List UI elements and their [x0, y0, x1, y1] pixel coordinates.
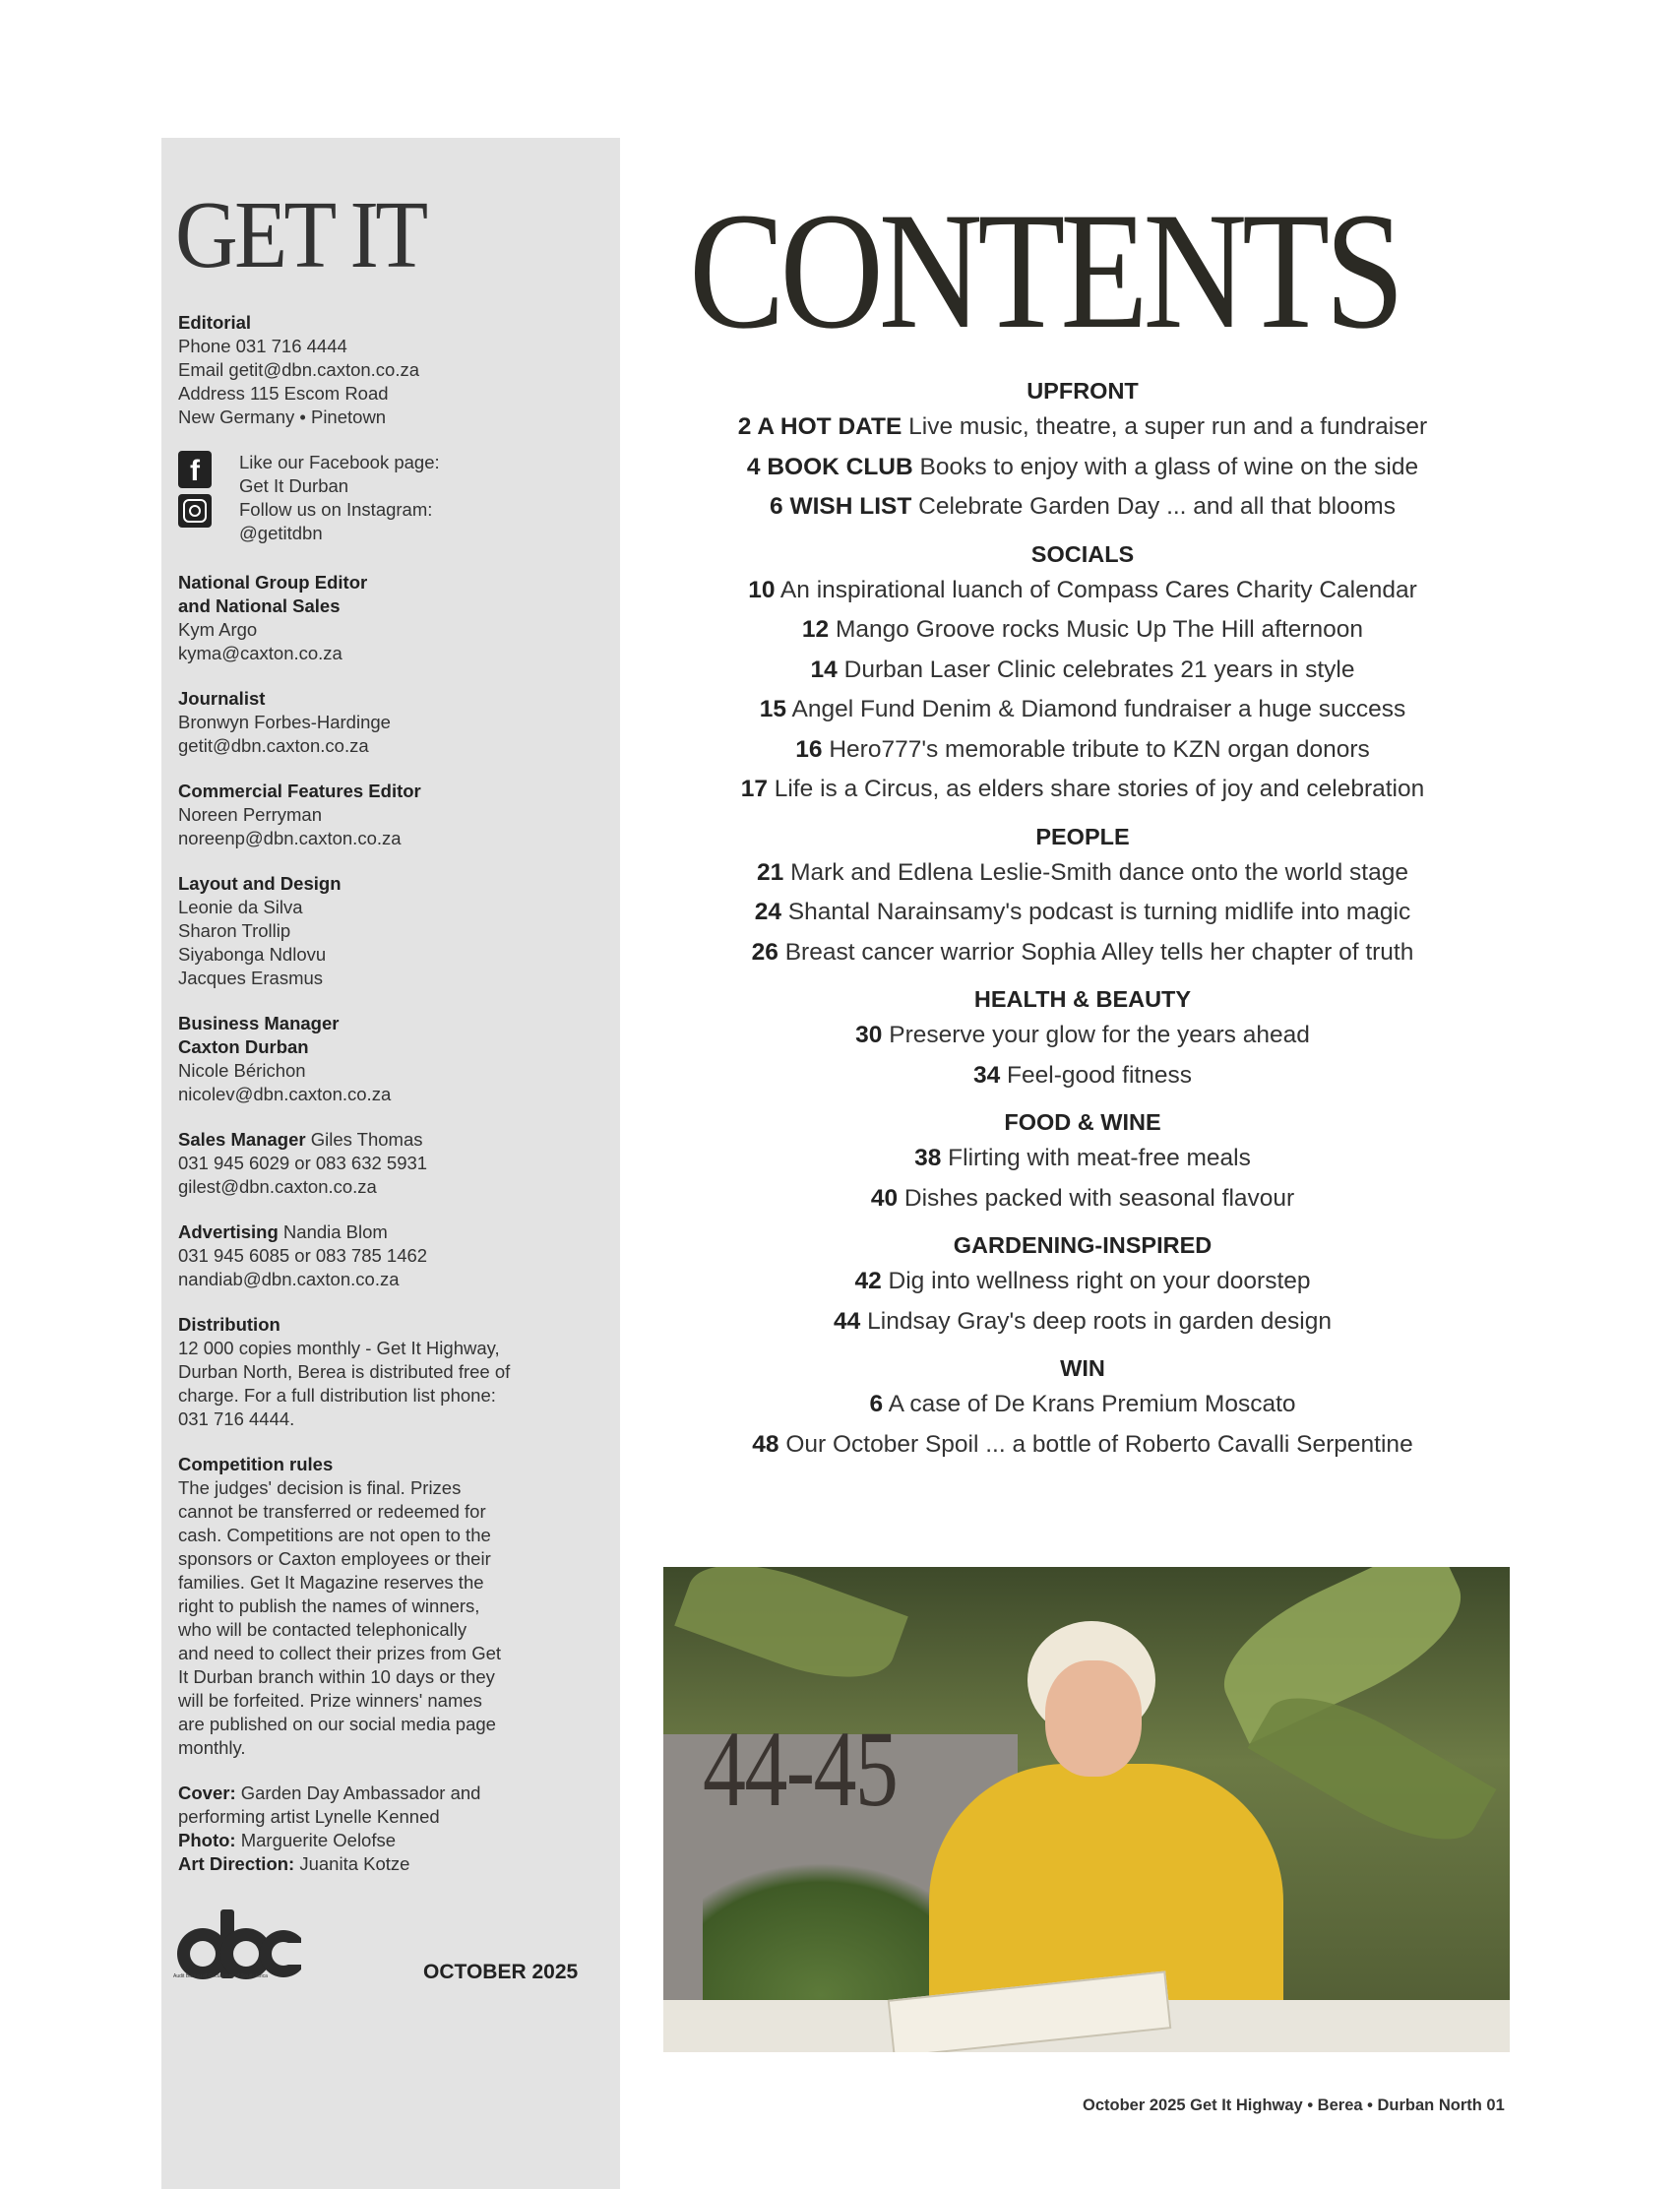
- toc-item[interactable]: [669, 407, 1496, 448]
- toc-item[interactable]: [669, 448, 1496, 488]
- toc-item[interactable]: [669, 770, 1496, 810]
- item-text: Shantal Narainsamy's podcast is turning midlife into magic: [781, 899, 1411, 925]
- features-email: noreenp@dbn.caxton.co.za: [178, 828, 402, 848]
- advertising-title-line: [178, 1220, 591, 1244]
- layout-name: Leonie da Silva: [178, 897, 303, 917]
- section-heading: PEOPLE: [1035, 823, 1130, 849]
- sales-email: gilest@dbn.caxton.co.za: [178, 1176, 377, 1197]
- toc-item[interactable]: [669, 690, 1496, 730]
- art-direction-value: Juanita Kotze: [294, 1853, 410, 1874]
- page-number: 40: [870, 1184, 899, 1212]
- journalist-name: Bronwyn Forbes-Hardinge: [178, 712, 391, 732]
- competition-line: It Durban branch within 10 days or they: [178, 1666, 495, 1687]
- facebook-icon[interactable]: f: [178, 451, 212, 488]
- sales-phone: 031 945 6029 or 083 632 5931: [178, 1153, 428, 1173]
- toc-item[interactable]: [669, 730, 1496, 771]
- group-editor-heading-1: National Group Editor: [178, 572, 368, 593]
- layout-block: [178, 872, 591, 990]
- distribution-line: 12 000 copies monthly - Get It Highway,: [178, 1338, 500, 1358]
- toc-item[interactable]: [669, 933, 1496, 973]
- editorial-area: New Germany • Pinetown: [178, 407, 387, 427]
- competition-line: will be forfeited. Prize winners' names: [178, 1690, 482, 1711]
- page-number: 30: [855, 1022, 883, 1048]
- toc-item[interactable]: [669, 1179, 1496, 1220]
- cover-credit-line-1: [178, 1782, 591, 1805]
- competition-line: cash. Competitions are not open to the: [178, 1525, 491, 1545]
- sales-label: Sales Manager: [178, 1129, 306, 1150]
- item-text: Durban Laser Clinic celebrates 21 years in style: [837, 656, 1355, 683]
- section-heading: FOOD & WINE: [1004, 1109, 1161, 1135]
- competition-line: who will be contacted telephonically: [178, 1619, 467, 1640]
- woman-face: [1045, 1660, 1142, 1777]
- toc-item[interactable]: [669, 571, 1496, 611]
- advertising-email: nandiab@dbn.caxton.co.za: [178, 1269, 400, 1289]
- editorial-heading: Editorial: [178, 312, 252, 333]
- features-name: Noreen Perryman: [178, 804, 323, 825]
- distribution-heading: Distribution: [178, 1314, 280, 1335]
- page-footer: October 2025 Get It Highway • Berea • Durban North 01: [1083, 2096, 1505, 2114]
- item-text: Our October Spoil ... a bottle of Roberto Cavalli Serpentine: [778, 1430, 1413, 1458]
- photo-value: Marguerite Oelofse: [235, 1830, 397, 1850]
- competition-line: cannot be transferred or redeemed for: [178, 1501, 486, 1522]
- cover-label: Cover:: [178, 1782, 236, 1803]
- toc-item[interactable]: [669, 1016, 1496, 1056]
- competition-line: right to publish the names of winners,: [178, 1595, 480, 1616]
- toc-item[interactable]: [669, 1139, 1496, 1179]
- competition-heading: Competition rules: [178, 1454, 334, 1474]
- toc-item[interactable]: [669, 1302, 1496, 1343]
- social-text: [239, 451, 440, 545]
- competition-line: are published on our social media page: [178, 1714, 496, 1734]
- instagram-icon[interactable]: [178, 494, 212, 528]
- page-number: 26: [751, 938, 778, 966]
- section-heading: HEALTH & BEAUTY: [973, 986, 1192, 1012]
- business-heading-1: Business Manager: [178, 1013, 340, 1033]
- journalist-email: getit@dbn.caxton.co.za: [178, 735, 369, 756]
- group-editor-name: Kym Argo: [178, 619, 258, 640]
- item-text: Preserve your glow for the years ahead: [882, 1022, 1310, 1048]
- competition-line: families. Get It Magazine reserves the: [178, 1572, 484, 1593]
- features-block: [178, 780, 591, 850]
- editorial-address: Address 115 Escom Road: [178, 383, 389, 404]
- photo-page-ref: 44-45: [703, 1709, 898, 1829]
- issue-date: OCTOBER 2025: [423, 1961, 579, 1983]
- distribution-block: [178, 1313, 591, 1431]
- item-text: Breast cancer warrior Sophia Alley tells her chapter of truth: [778, 938, 1414, 966]
- art-direction-line: [178, 1852, 591, 1876]
- page-number: 2: [737, 413, 752, 440]
- journalist-heading: Journalist: [178, 688, 266, 709]
- toc-item[interactable]: [669, 853, 1496, 894]
- page-number: 4: [746, 453, 761, 480]
- item-text: Celebrate Garden Day ... and all that blooms: [911, 493, 1396, 520]
- leaf-shape: [1248, 1671, 1497, 1866]
- page-number: 6: [869, 1391, 884, 1417]
- features-heading: Commercial Features Editor: [178, 781, 421, 801]
- distribution-line: charge. For a full distribution list phone:: [178, 1385, 496, 1406]
- advertising-phone: 031 945 6085 or 083 785 1462: [178, 1245, 428, 1266]
- competition-line: monthly.: [178, 1737, 246, 1758]
- item-kicker: WISH LIST: [782, 493, 912, 520]
- page-number: 12: [801, 616, 830, 643]
- competition-line: sponsors or Caxton employees or their: [178, 1548, 491, 1569]
- editorial-phone: Phone 031 716 4444: [178, 336, 347, 356]
- editorial-email: Email getit@dbn.caxton.co.za: [178, 359, 420, 380]
- page-number: 14: [810, 656, 838, 683]
- competition-block: [178, 1453, 591, 1760]
- social-block: [178, 451, 591, 545]
- abc-logo: [173, 1900, 301, 1998]
- item-text: Mango Groove rocks Music Up The Hill afternoon: [829, 616, 1364, 643]
- abc-logo-caption: Audit Bureau of Circulations of South Africa: [173, 1973, 268, 1979]
- table-of-contents: [669, 364, 1496, 1465]
- item-text: Life is a Circus, as elders share stories of joy and celebration: [767, 776, 1425, 802]
- sales-block: [178, 1128, 591, 1199]
- toc-item[interactable]: [669, 651, 1496, 691]
- item-text: Feel-good fitness: [1000, 1061, 1192, 1089]
- art-direction-label: Art Direction:: [178, 1853, 295, 1874]
- page-number: 6: [770, 493, 783, 520]
- layout-name: Sharon Trollip: [178, 920, 291, 941]
- page-number: 21: [757, 858, 784, 886]
- section-heading: WIN: [1060, 1355, 1105, 1381]
- business-email: nicolev@dbn.caxton.co.za: [178, 1084, 392, 1104]
- distribution-line: Durban North, Berea is distributed free of: [178, 1361, 511, 1382]
- advertising-block: [178, 1220, 591, 1291]
- item-text: Dishes packed with seasonal flavour: [898, 1184, 1295, 1212]
- facebook-line-1: Like our Facebook page:: [239, 452, 440, 472]
- business-block: [178, 1012, 591, 1106]
- journalist-block: [178, 687, 591, 758]
- page-number: 48: [752, 1430, 779, 1458]
- layout-name: Jacques Erasmus: [178, 968, 324, 988]
- page-number: 10: [748, 576, 776, 603]
- leaf-shape: [674, 1567, 908, 1700]
- cover-value: Garden Day Ambassador and: [235, 1782, 481, 1803]
- page-number: 38: [914, 1145, 942, 1171]
- competition-line: The judges' decision is final. Prizes: [178, 1477, 462, 1498]
- item-kicker: BOOK CLUB: [760, 453, 913, 480]
- group-editor-block: [178, 571, 591, 665]
- sales-name: Giles Thomas: [305, 1129, 423, 1150]
- photo-credit-line: [178, 1829, 591, 1852]
- staff-credits: [178, 311, 591, 1898]
- photo-label: Photo:: [178, 1830, 236, 1850]
- page-number: 34: [972, 1061, 1001, 1089]
- group-editor-heading-2: and National Sales: [178, 595, 341, 616]
- item-text: Hero777's memorable tribute to KZN organ donors: [822, 735, 1370, 763]
- masthead-logo: GET IT: [175, 182, 425, 288]
- sales-title-line: [178, 1128, 591, 1152]
- page-number: 15: [759, 696, 787, 722]
- instagram-line-1: Follow us on Instagram:: [239, 499, 433, 520]
- toc-item[interactable]: [669, 610, 1496, 651]
- toc-item[interactable]: [669, 1056, 1496, 1096]
- advertising-name: Nandia Blom: [278, 1221, 388, 1242]
- item-text: Books to enjoy with a glass of wine on the side: [912, 453, 1419, 480]
- section-heading: UPFRONT: [1027, 378, 1139, 404]
- distribution-line: 031 716 4444.: [178, 1408, 295, 1429]
- page-number: 24: [754, 899, 781, 925]
- cover-credit-line-2: performing artist Lynelle Kenned: [178, 1806, 440, 1827]
- toc-item[interactable]: [669, 893, 1496, 933]
- section-heading: SOCIALS: [1030, 540, 1135, 567]
- advertising-label: Advertising: [178, 1221, 279, 1242]
- business-heading-2: Caxton Durban: [178, 1036, 309, 1057]
- facebook-line-2: Get It Durban: [239, 475, 349, 496]
- toc-item[interactable]: [669, 1425, 1496, 1466]
- contents-title: CONTENTS: [689, 178, 1400, 363]
- instagram-handle: @getitdbn: [239, 523, 323, 543]
- group-editor-email: kyma@caxton.co.za: [178, 643, 342, 663]
- layout-heading: Layout and Design: [178, 873, 342, 894]
- section-heading: GARDENING-INSPIRED: [953, 1232, 1213, 1258]
- page-number: 44: [834, 1307, 861, 1335]
- layout-name: Siyabonga Ndlovu: [178, 944, 327, 965]
- toc-item[interactable]: [669, 1262, 1496, 1302]
- feature-photo[interactable]: [663, 1567, 1510, 2052]
- item-text: Lindsay Gray's deep roots in garden design: [860, 1307, 1332, 1335]
- toc-item[interactable]: [669, 487, 1496, 528]
- social-icons: [178, 451, 225, 545]
- cover-credits-block: [178, 1782, 591, 1876]
- item-text: Live music, theatre, a super run and a fundraiser: [902, 413, 1428, 440]
- item-kicker: A HOT DATE: [751, 413, 902, 440]
- editorial-block: [178, 311, 591, 429]
- competition-line: and need to collect their prizes from Get: [178, 1643, 502, 1663]
- item-text: Dig into wellness right on your doorstep: [881, 1268, 1311, 1294]
- item-text: Mark and Edlena Leslie-Smith dance onto the world stage: [783, 858, 1408, 886]
- item-text: Flirting with meat-free meals: [941, 1145, 1251, 1171]
- page-number: 16: [795, 735, 823, 763]
- business-name: Nicole Bérichon: [178, 1060, 306, 1081]
- toc-item[interactable]: [669, 1385, 1496, 1425]
- item-text: Angel Fund Denim & Diamond fundraiser a huge success: [786, 696, 1406, 722]
- item-text: An inspirational luanch of Compass Cares Charity Calendar: [775, 576, 1417, 603]
- item-text: A case of De Krans Premium Moscato: [883, 1391, 1296, 1417]
- page-number: 42: [854, 1268, 882, 1294]
- page-number: 17: [740, 776, 768, 802]
